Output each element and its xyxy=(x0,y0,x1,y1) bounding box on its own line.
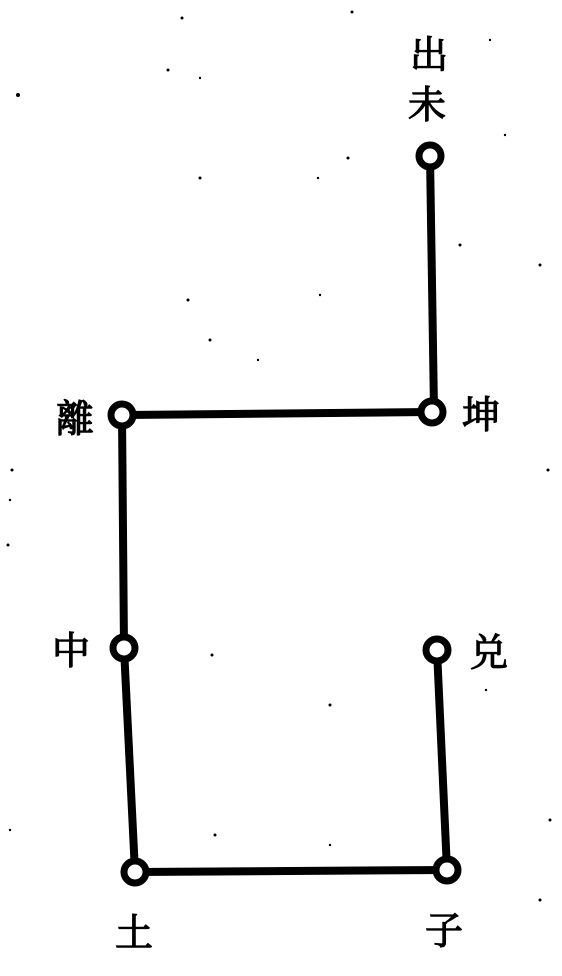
edge-zhong-tu xyxy=(124,648,135,872)
node-dui xyxy=(426,639,448,661)
node-zhong xyxy=(113,637,135,659)
edge-exit-kun xyxy=(430,156,434,410)
node-zi xyxy=(436,859,458,881)
edge-zi-dui xyxy=(437,650,447,870)
print-noise xyxy=(7,11,552,902)
label-exit-line1: 出 xyxy=(410,33,449,77)
path-edges xyxy=(122,156,447,872)
label-exit-line2: 未 xyxy=(408,83,447,127)
path-nodes xyxy=(111,145,458,883)
node-kun xyxy=(421,401,443,423)
label-zhong: 中 xyxy=(52,629,91,673)
node-exit xyxy=(419,145,441,167)
label-kun: 坤 xyxy=(462,393,501,437)
edge-kun-li xyxy=(122,412,430,415)
label-tu: 土 xyxy=(115,911,154,955)
node-li xyxy=(111,404,133,426)
node-tu xyxy=(124,861,146,883)
edge-li-zhong xyxy=(122,415,124,648)
label-dui: 兑 xyxy=(470,631,509,675)
label-zi: 子 xyxy=(425,909,464,953)
label-li: 離 xyxy=(56,397,95,441)
edge-tu-zi xyxy=(135,870,447,872)
